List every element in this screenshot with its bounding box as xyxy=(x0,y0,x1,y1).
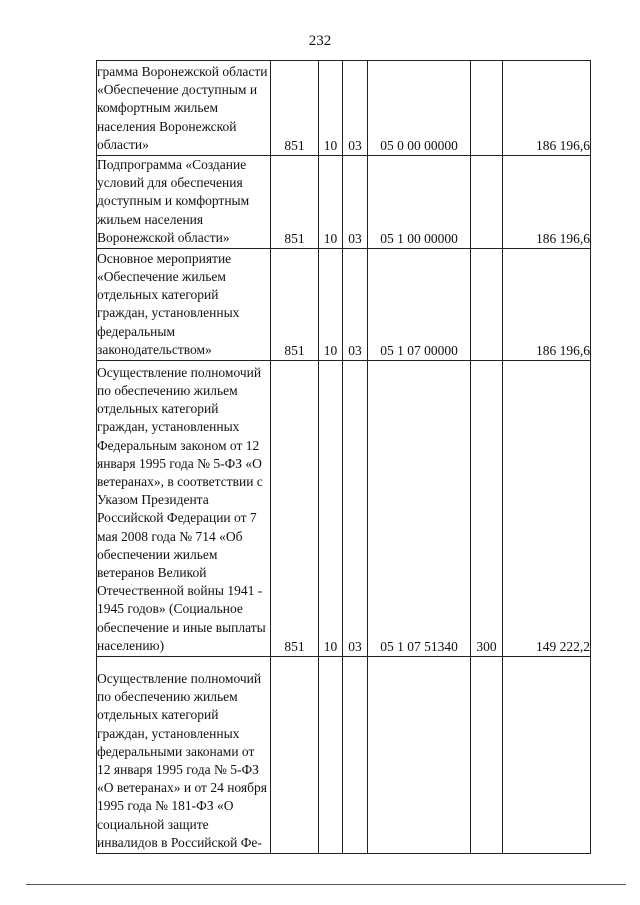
section-code: 10 xyxy=(319,361,343,657)
expense-type-code xyxy=(471,61,503,156)
subsection-code xyxy=(343,657,368,854)
row-description: Основное мероприятие «Обеспечение жильем отдельных категорий граждан, установленных федеральным законодательством» xyxy=(97,249,271,361)
subsection-code: 03 xyxy=(343,249,368,361)
ministry-code: 851 xyxy=(271,249,319,361)
section-code xyxy=(319,657,343,854)
amount-value: 186 196,6 xyxy=(503,61,591,156)
subsection-code: 03 xyxy=(343,61,368,156)
row-description: Осуществление полномочий по обеспечению жильем отдельных категорий граждан, установленных Федеральным законом от 12 января 1995 года № 5-ФЗ «О ветеранах», в соответствии с Указом Президента Российской Федерации от 7 мая 2008 года № 714 «Об обеспечении жильем ветеранов Великой Отечественной войны 1941 - 1945 годов» (Социальное обеспечение и иные выплаты населению) xyxy=(97,361,271,657)
budget-table xyxy=(96,60,591,854)
target-article-code xyxy=(368,657,471,854)
section-code: 10 xyxy=(319,61,343,156)
row-description: грамма Воронежской области «Обеспечение доступным и комфортным жильем населения Воронежской области» xyxy=(97,61,271,156)
table-row xyxy=(97,361,591,657)
row-description: Подпрограмма «Создание условий для обеспечения доступным и комфортным жильем населения Воронежской области» xyxy=(97,156,271,249)
subsection-code: 03 xyxy=(343,361,368,657)
subsection-code: 03 xyxy=(343,156,368,249)
ministry-code: 851 xyxy=(271,61,319,156)
table-row xyxy=(97,657,591,854)
ministry-code xyxy=(271,657,319,854)
target-article-code: 05 0 00 00000 xyxy=(368,61,471,156)
expense-type-code xyxy=(471,249,503,361)
row-description: Осуществление полномочий по обеспечению жильем отдельных категорий граждан, установленных федеральными законами от 12 января 1995 года № 5-ФЗ «О ветеранах» и от 24 ноября 1995 года № 181-ФЗ «О социальной защите инвалидов в Российской Фе- xyxy=(97,657,271,854)
target-article-code: 05 1 07 00000 xyxy=(368,249,471,361)
ministry-code: 851 xyxy=(271,156,319,249)
expense-type-code: 300 xyxy=(471,361,503,657)
amount-value xyxy=(503,657,591,854)
expense-type-code xyxy=(471,156,503,249)
table-row xyxy=(97,61,591,156)
target-article-code: 05 1 00 00000 xyxy=(368,156,471,249)
page-bottom-rule xyxy=(26,884,626,885)
amount-value: 149 222,2 xyxy=(503,361,591,657)
target-article-code: 05 1 07 51340 xyxy=(368,361,471,657)
page-number: 232 xyxy=(308,33,332,49)
table-row xyxy=(97,249,591,361)
amount-value: 186 196,6 xyxy=(503,156,591,249)
section-code: 10 xyxy=(319,156,343,249)
section-code: 10 xyxy=(319,249,343,361)
amount-value: 186 196,6 xyxy=(503,249,591,361)
table-row xyxy=(97,156,591,249)
expense-type-code xyxy=(471,657,503,854)
ministry-code: 851 xyxy=(271,361,319,657)
